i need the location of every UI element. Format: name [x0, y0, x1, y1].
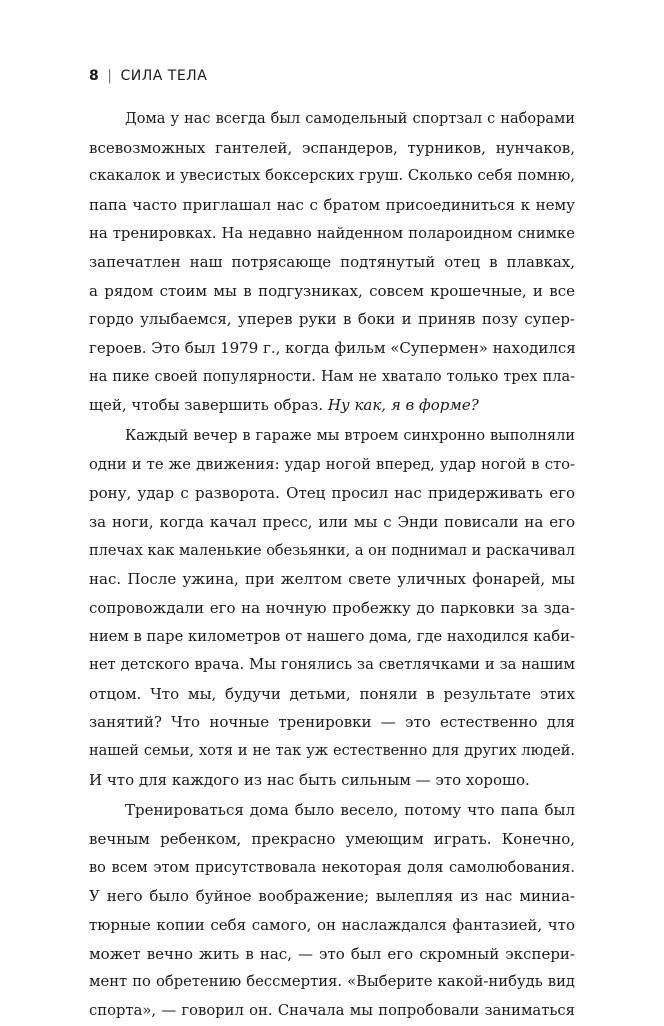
text-line: Тренироваться дома было весело, потому что папа был — [125, 801, 575, 820]
text-line: запечатлен наш потрясающе подтянутый отец в плавках, — [89, 253, 575, 272]
text-line: нашей семьи, хотя и не так уж естественно для других людей. — [89, 743, 575, 760]
text-line: И что для каждого из нас быть сильным — это хорошо. — [89, 770, 530, 789]
text-line: тюрные копии себя самого, он наслаждался фантазией, что — [89, 915, 575, 934]
text-line: а рядом стоим мы в подгузниках, совсем крошечные, и все — [89, 281, 575, 300]
running-head — [89, 66, 207, 86]
page-number: 8 — [89, 68, 100, 84]
text-line: У него было буйное воображение; вылепляя из нас миниа- — [89, 887, 575, 906]
text-line: всевозможных гантелей, эспандеров, турников, нунчаков, — [89, 138, 575, 157]
text-line: отцом. Что мы, будучи детьми, поняли в результате этих — [89, 684, 575, 703]
text-line: Дома у нас всегда был самодельный спортзал с наборами — [125, 111, 575, 127]
text-line: Каждый вечер в гараже мы втроем синхронно выполняли — [125, 428, 575, 445]
header-separator: | — [107, 68, 113, 84]
text-line: на тренировках. На недавно найденном полароидном снимке — [89, 224, 575, 242]
text-line: плечах как маленькие обезьянки, а он поднимал и раскачивал — [89, 542, 575, 559]
text-line: спорта», — говорил он. Сначала мы попробовали заниматься — [89, 1001, 575, 1019]
text-line: нас. После ужина, при желтом свете уличных фонарей, мы — [89, 570, 575, 589]
text-line: нет детского врача. Мы гонялись за светлячками и за нашим — [89, 656, 575, 674]
text-line: гордо улыбаемся, уперев руки в боки и приняв позу супер- — [89, 310, 575, 329]
text-line: скакалок и увесистых боксерских груш. Сколько себя помню, — [89, 167, 575, 185]
text-line: за ноги, когда качал пресс, или мы с Энди повисали на его — [89, 512, 575, 531]
text-line: сопровождали его на ночную пробежку до парковки за зда- — [89, 598, 575, 617]
text-line: на пике своей популярности. Нам не хватало только трех пла- — [89, 368, 575, 385]
paragraph — [89, 796, 575, 1025]
text-line: занятий? Что ночные тренировки — это естественно для — [89, 713, 575, 732]
text-line: героев. Это был 1979 г., когда фильм «Супермен» находился — [89, 339, 576, 358]
body-text — [89, 105, 575, 1026]
paragraph — [89, 422, 575, 794]
chapter-title: СИЛА ТЕЛА — [120, 68, 208, 84]
text-line: вечным ребенком, прекрасно умеющим играть. Конечно, — [89, 830, 575, 849]
paragraph — [89, 105, 575, 420]
text-line: нием в паре километров от нашего дома, где находился каби- — [89, 627, 576, 645]
italic-text: Ну как, я в форме? — [327, 396, 479, 415]
text-line: может вечно жить в нас, — это был его скромный экспери- — [89, 944, 575, 963]
text-line: во всем этом присутствовала некоторая доля самолюбования. — [89, 859, 575, 876]
text-line — [89, 391, 575, 420]
text-run: щей, чтобы завершить образ. — [89, 396, 328, 415]
text-line: рону, удар с разворота. Отец просил нас придерживать его — [89, 484, 575, 503]
text-line: мент по обретению бессмертия. «Выберите какой-нибудь вид — [89, 973, 575, 991]
text-line: папа часто приглашал нас с братом присоединиться к нему — [89, 195, 575, 214]
text-line: одни и те же движения: удар ногой вперед, удар ногой в сто- — [89, 455, 575, 473]
